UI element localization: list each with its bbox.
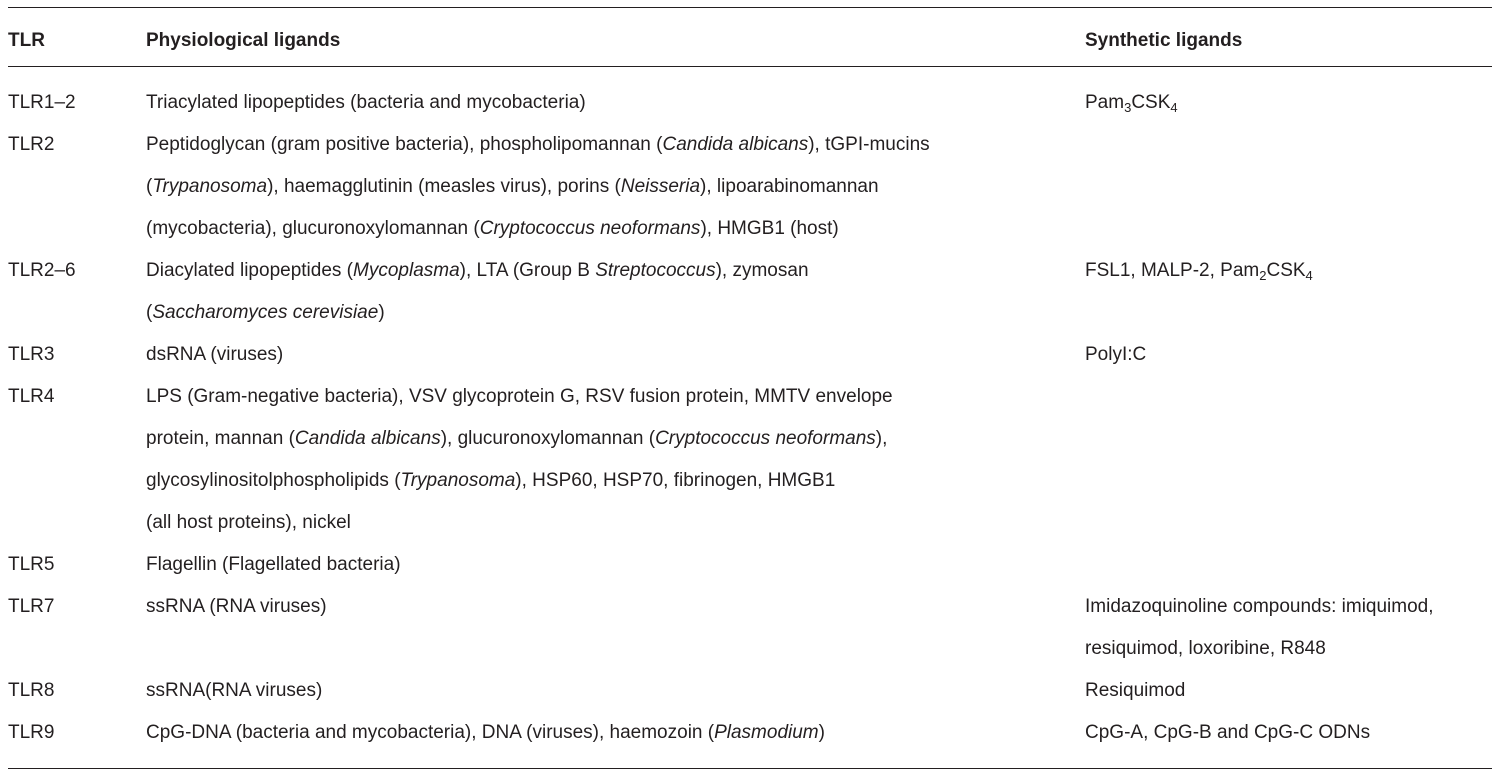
italic-term: Neisseria xyxy=(620,176,701,197)
text-segment: Imidazoquinoline compounds: imiquimod, xyxy=(1085,596,1434,617)
italic-term: Cryptococcus neoformans xyxy=(479,218,701,239)
table-bottom-rule xyxy=(8,768,1492,769)
physiological-ligands-cell-line xyxy=(146,418,1066,460)
physiological-ligands-cell xyxy=(146,544,1066,586)
text-segment: Flagellin (Flagellated bacteria) xyxy=(146,554,401,575)
physiological-ligands-cell xyxy=(146,250,1066,334)
physiological-ligands-cell xyxy=(146,712,1066,754)
physiological-ligands-cell-line xyxy=(146,460,1066,502)
text-segment: CpG-A, CpG-B and CpG-C ODNs xyxy=(1085,722,1371,743)
physiological-ligands-cell xyxy=(146,670,1066,712)
tlr-cell: TLR5 xyxy=(8,554,55,575)
text-segment: ), HSP60, HSP70, fibrinogen, HMGB1 xyxy=(515,470,836,491)
synthetic-ligands-cell-line xyxy=(1085,250,1500,292)
synthetic-ligands-cell xyxy=(1085,250,1500,292)
italic-term: Plasmodium xyxy=(714,722,819,743)
physiological-ligands-cell-line xyxy=(146,334,1066,376)
text-segment: (mycobacteria), glucuronoxylomannan ( xyxy=(146,218,480,239)
text-segment: ssRNA(RNA viruses) xyxy=(146,680,323,701)
text-segment: dsRNA (viruses) xyxy=(146,344,284,365)
physiological-ligands-cell-line xyxy=(146,208,1066,250)
text-segment: ) xyxy=(378,302,385,323)
text-segment: ), HMGB1 (host) xyxy=(700,218,839,239)
physiological-ligands-cell-line xyxy=(146,586,1066,628)
text-segment: ( xyxy=(146,302,153,323)
header-tlr: TLR xyxy=(8,30,45,51)
text-segment: FSL1, MALP-2, Pam xyxy=(1085,260,1260,281)
physiological-ligands-cell-line xyxy=(146,670,1066,712)
text-segment: LPS (Gram-negative bacteria), VSV glycoprotein G, RSV fusion protein, MMTV envelope xyxy=(146,386,893,407)
tlr-cell: TLR2 xyxy=(8,134,55,155)
tlr-cell: TLR7 xyxy=(8,596,55,617)
text-segment: ), LTA (Group B xyxy=(459,260,596,281)
italic-term: Candida albicans xyxy=(294,428,441,449)
subscript: 3 xyxy=(1124,100,1132,115)
physiological-ligands-cell-line xyxy=(146,292,1066,334)
tlr-cell: TLR4 xyxy=(8,386,55,407)
text-segment: Triacylated lipopeptides (bacteria and mycobacteria) xyxy=(146,92,586,113)
physiological-ligands-cell-line xyxy=(146,502,1066,544)
italic-term: Candida albicans xyxy=(662,134,809,155)
tlr-cell: TLR8 xyxy=(8,680,55,701)
subscript: 4 xyxy=(1170,100,1178,115)
table-top-rule xyxy=(8,7,1492,8)
italic-term: Trypanosoma xyxy=(400,470,516,491)
subscript: 2 xyxy=(1259,268,1267,283)
text-segment: ), lipoarabinomannan xyxy=(700,176,879,197)
physiological-ligands-cell xyxy=(146,334,1066,376)
text-segment: ), glucuronoxylomannan ( xyxy=(440,428,656,449)
text-segment: ( xyxy=(146,176,153,197)
text-segment: CpG-DNA (bacteria and mycobacteria), DNA (viruses), haemozoin ( xyxy=(146,722,715,743)
text-segment: ), xyxy=(875,428,888,449)
synthetic-ligands-cell xyxy=(1085,586,1500,670)
synthetic-ligands-cell xyxy=(1085,670,1500,712)
synthetic-ligands-cell-line xyxy=(1085,670,1500,712)
physiological-ligands-cell xyxy=(146,82,1066,124)
physiological-ligands-cell xyxy=(146,586,1066,628)
synthetic-ligands-cell-line xyxy=(1085,334,1500,376)
table-header-rule xyxy=(8,66,1492,67)
text-segment: protein, mannan ( xyxy=(146,428,295,449)
text-segment: ), tGPI-mucins xyxy=(808,134,930,155)
physiological-ligands-cell-line xyxy=(146,712,1066,754)
physiological-ligands-cell xyxy=(146,376,1066,544)
text-segment: (all host proteins), nickel xyxy=(146,512,351,533)
italic-term: Mycoplasma xyxy=(353,260,460,281)
physiological-ligands-cell-line xyxy=(146,124,1066,166)
header-synthetic-ligands: Synthetic ligands xyxy=(1085,30,1243,51)
text-segment: Pam xyxy=(1085,92,1125,113)
text-segment: ), zymosan xyxy=(715,260,809,281)
synthetic-ligands-cell-line xyxy=(1085,712,1500,754)
italic-term: Cryptococcus neoformans xyxy=(655,428,876,449)
tlr-cell: TLR9 xyxy=(8,722,55,743)
text-segment: ) xyxy=(818,722,825,743)
text-segment: CSK xyxy=(1266,260,1306,281)
synthetic-ligands-cell xyxy=(1085,712,1500,754)
synthetic-ligands-cell xyxy=(1085,334,1500,376)
text-segment: resiquimod, loxoribine, R848 xyxy=(1085,638,1326,659)
physiological-ligands-cell-line xyxy=(146,82,1066,124)
physiological-ligands-cell-line xyxy=(146,166,1066,208)
tlr-cell: TLR1–2 xyxy=(8,92,76,113)
tlr-cell: TLR2–6 xyxy=(8,260,76,281)
header-physiological-ligands: Physiological ligands xyxy=(146,30,341,51)
text-segment: ssRNA (RNA viruses) xyxy=(146,596,327,617)
text-segment: PolyI:C xyxy=(1085,344,1147,365)
text-segment: CSK xyxy=(1131,92,1171,113)
physiological-ligands-cell-line xyxy=(146,376,1066,418)
physiological-ligands-cell-line xyxy=(146,250,1066,292)
synthetic-ligands-cell-line xyxy=(1085,628,1500,670)
text-segment: glycosylinositolphospholipids ( xyxy=(146,470,401,491)
subscript: 4 xyxy=(1305,268,1313,283)
physiological-ligands-cell xyxy=(146,124,1066,250)
text-segment: Peptidoglycan (gram positive bacteria), phospholipomannan ( xyxy=(146,134,663,155)
italic-term: Saccharomyces cerevisiae xyxy=(152,302,379,323)
synthetic-ligands-cell-line xyxy=(1085,586,1500,628)
physiological-ligands-cell-line xyxy=(146,544,1066,586)
italic-term: Trypanosoma xyxy=(152,176,268,197)
italic-term: Streptococcus xyxy=(595,260,716,281)
text-segment: Diacylated lipopeptides ( xyxy=(146,260,354,281)
tlr-cell: TLR3 xyxy=(8,344,55,365)
synthetic-ligands-cell xyxy=(1085,82,1500,124)
text-segment: ), haemagglutinin (measles virus), porins ( xyxy=(267,176,621,197)
synthetic-ligands-cell-line xyxy=(1085,82,1500,124)
text-segment: Resiquimod xyxy=(1085,680,1186,701)
